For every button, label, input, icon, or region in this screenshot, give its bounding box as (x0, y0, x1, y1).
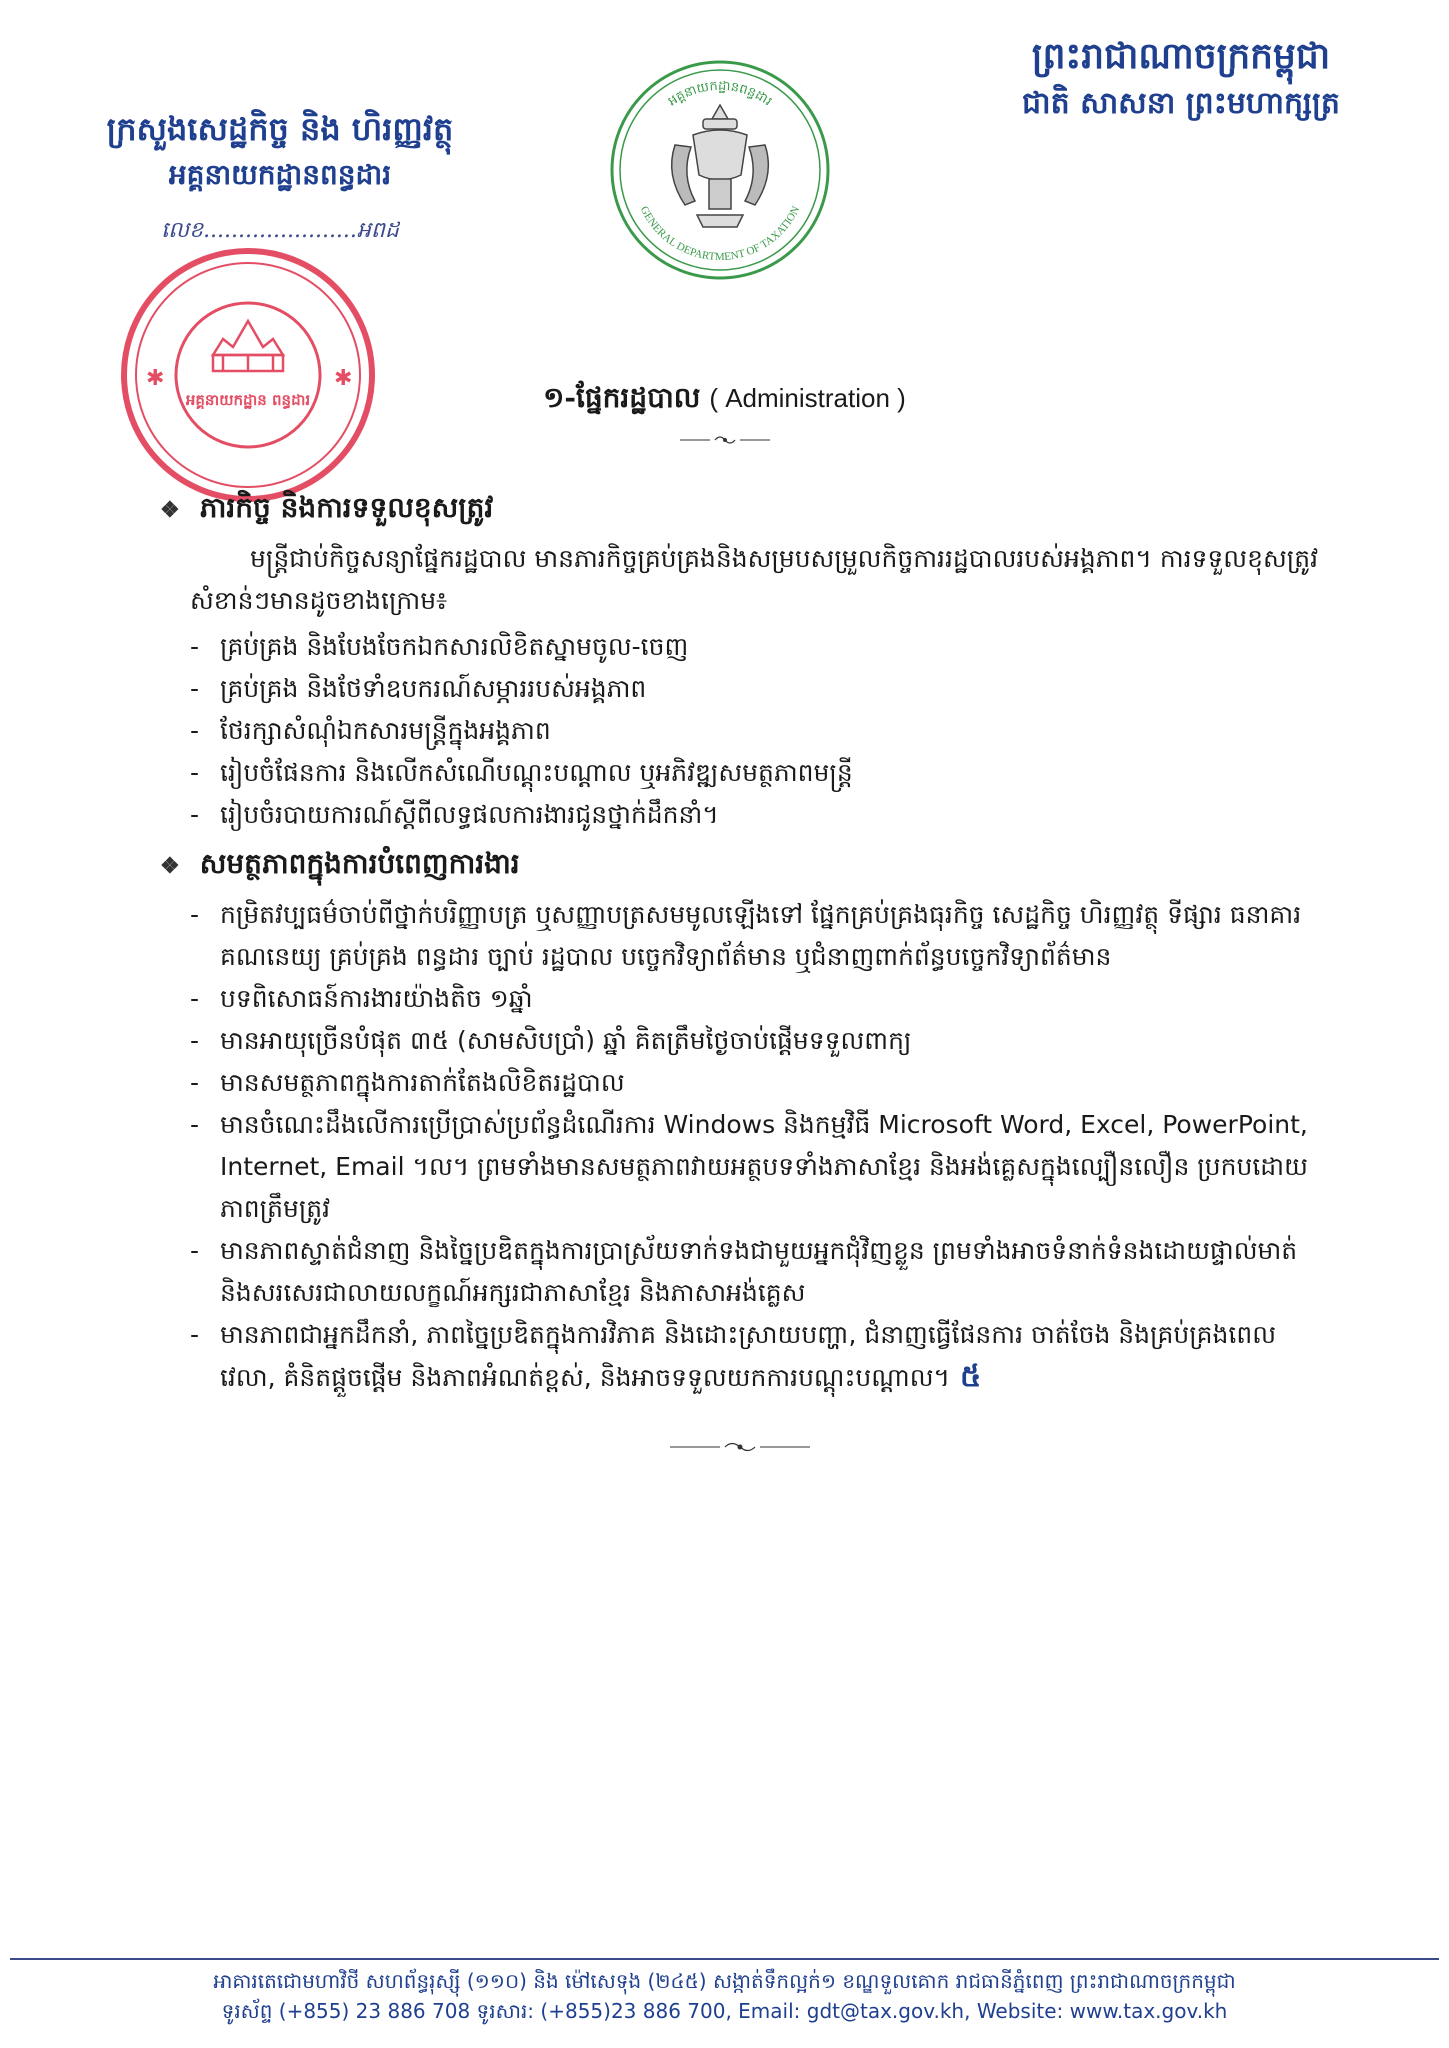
list-item: - មានអាយុច្រើនបំផុត ៣៥ (សាមសិបប្រាំ) ឆ្នាំ គិតត្រឹមថ្ងៃចាប់ផ្តើមទទួលពាក្យ (190, 1026, 912, 1055)
list-item: - មានចំណេះដឹងលើការប្រើប្រាស់ប្រព័ន្ធដំណើរការ Windows និងកម្មវិធី Microsoft Word, Excel, PowerPoint, Internet, Email ។ល។ ព្រមទាំងមានសមត្ថភាពវាយអត្ថបទទាំងភាសាខ្មែរ និងអង់គ្លេសក្នុងល្បឿនលឿន ប្រកបដោយភាពត្រឹមត្រូវ (190, 1110, 1308, 1223)
ministry-name: ក្រសួងសេដ្ឋកិច្ច និង ហិរញ្ញវត្ថុ (106, 110, 454, 148)
end-ornament (150, 1439, 1330, 1458)
list-item: - រៀបចំផែនការ និងលើកសំណើបណ្តុះបណ្តាល ឬអភិវឌ្ឍសមត្ថភាពមន្ត្រី (190, 758, 853, 787)
list-item: - បទពិសោធន៍ការងារយ៉ាងតិច ១ឆ្នាំ (190, 984, 533, 1013)
initial-mark: ៥ (960, 1359, 982, 1394)
section-title-khmer: ១-ផ្នែករដ្ឋបាល (543, 381, 701, 414)
svg-text:✱: ✱ (334, 366, 353, 391)
list-item: - កម្រិតវប្បធម៌ចាប់ពីថ្នាក់បរិញ្ញាបត្រ ឬសញ្ញាបត្រសមមូលឡើងទៅ ផ្នែកគ្រប់គ្រងធុរកិច្ច សេដ្ឋកិច្ច ហិរញ្ញវត្ថុ ទីផ្សារ ធនាគារ គណនេយ្យ គ្រប់គ្រង ពន្ធដារ ច្បាប់ រដ្ឋបាល បច្ចេកវិទ្យាព័ត៌មាន ឬជំនាញពាក់ព័ន្ធបច្ចេកវិទ្យាព័ត៌មាន (190, 900, 1302, 971)
list-item: - មានភាពស្ទាត់ជំនាញ និងច្នៃប្រឌិតក្នុងការប្រាស្រ័យទាក់ទងជាមួយអ្នកជុំវិញខ្លួន ព្រមទាំងអាចទំនាក់ទំនងដោយផ្ទាល់មាត់ និងសរសេរជាលាយលក្ខណ៍អក្សរជាភាសាខ្មែរ និងភាសាអង់គ្លេស (190, 1236, 1298, 1307)
svg-text:GENERAL DEPARTMENT OF TAXATION (638, 204, 803, 263)
emblem-top-text: អគ្គនាយកដ្ឋានពន្ធដារ (665, 78, 775, 110)
qualifications-list (150, 894, 1330, 1399)
list-item: - មានភាពជាអ្នកដឹកនាំ, ភាពច្នៃប្រឌិតក្នុងការវិភាគ និងដោះស្រាយបញ្ហា, ជំនាញធ្វើផែនការ ចាត់ចែង និងគ្រប់គ្រងពេលវេលា, គំនិតផ្តួចផ្តើម និងភាពអំណត់ខ្ពស់, និងអាចទទួលយកការបណ្តុះបណ្តាល។ ៥ (190, 1320, 1276, 1394)
list-item: - រៀបចំរបាយការណ៍ស្តីពីលទ្ធផលការងារជូនថ្នាក់ដឹកនាំ។ (190, 800, 719, 829)
reference-number: លេខ......................អពដ (161, 218, 399, 243)
kingdom-motto: ជាតិ សាសនា ព្រះមហាក្សត្រ (1022, 86, 1340, 121)
document-body (150, 480, 1330, 1458)
duties-intro: មន្ត្រីជាប់កិច្ចសន្យាផ្នែករដ្ឋបាល មានភារកិច្ចគ្រប់គ្រងនិងសម្របសម្រួលកិច្ចការរដ្ឋបាលរបស់អង្គភាព។ ការទទួលខុសត្រូវសំខាន់ៗមានដូចខាងក្រោម៖ (190, 544, 1319, 615)
footer (0, 1966, 1449, 2026)
svg-text:✱: ✱ (146, 366, 165, 391)
emblem-bottom-text: GENERAL DEPARTMENT OF TAXATION (637, 204, 803, 264)
ministry-header (70, 105, 490, 251)
kingdom-title: ព្រះរាជាណាចក្រកម្ពុជា (1031, 35, 1331, 77)
duties-heading: ❖ ភារកិច្ច និងការទទួលខុសត្រូវ (160, 491, 494, 524)
footer-divider (10, 1958, 1439, 1960)
qualifications-heading: ❖ សមត្ថភាពក្នុងការបំពេញការងារ (160, 847, 520, 880)
kingdom-header (971, 30, 1391, 126)
diamond-bullet-icon: ❖ (160, 497, 180, 523)
footer-contact: ទូរស័ព្ទ (+855) 23 886 708 ទូរសារ: (+855)23 886 700, Email: gdt@tax.gov.kh, Website: www.tax.gov.kh (221, 1999, 1228, 2023)
list-item: - គ្រប់គ្រង និងថែទាំឧបករណ៍សម្ភាររបស់អង្គភាព (190, 674, 647, 703)
official-red-stamp (118, 245, 378, 505)
department-emblem-seal (605, 55, 835, 285)
stamp-inner-text: អគ្គនាយកដ្ឋាន ពន្ធដារ (185, 391, 311, 409)
department-name: អគ្គនាយកដ្ឋានពន្ធដារ (168, 158, 392, 191)
diamond-bullet-icon: ❖ (160, 853, 180, 879)
footer-address: អាគារតេជោមហាវិថី សហព័ន្ធរុស្ស៊ី (១១០) និង ម៉ៅសេទុង (២៤៥) សង្កាត់ទឹកល្អក់១ ខណ្ឌទួលគោក រាជធានីភ្នំពេញ ព្រះរាជាណាចក្រកម្ពុជា (213, 1969, 1236, 1993)
section-title-english: ( Administration ) (709, 383, 906, 413)
list-item: - ថែរក្សាសំណុំឯកសារមន្ត្រីក្នុងអង្គភាព (190, 716, 551, 745)
section-title (0, 378, 1449, 458)
title-ornament (0, 418, 1449, 458)
list-item: - គ្រប់គ្រង និងបែងចែកឯកសារលិខិតស្នាមចូល-ចេញ (190, 632, 689, 661)
list-item: - មានសមត្ថភាពក្នុងការតាក់តែងលិខិតរដ្ឋបាល (190, 1068, 625, 1097)
duties-list (150, 626, 1330, 836)
